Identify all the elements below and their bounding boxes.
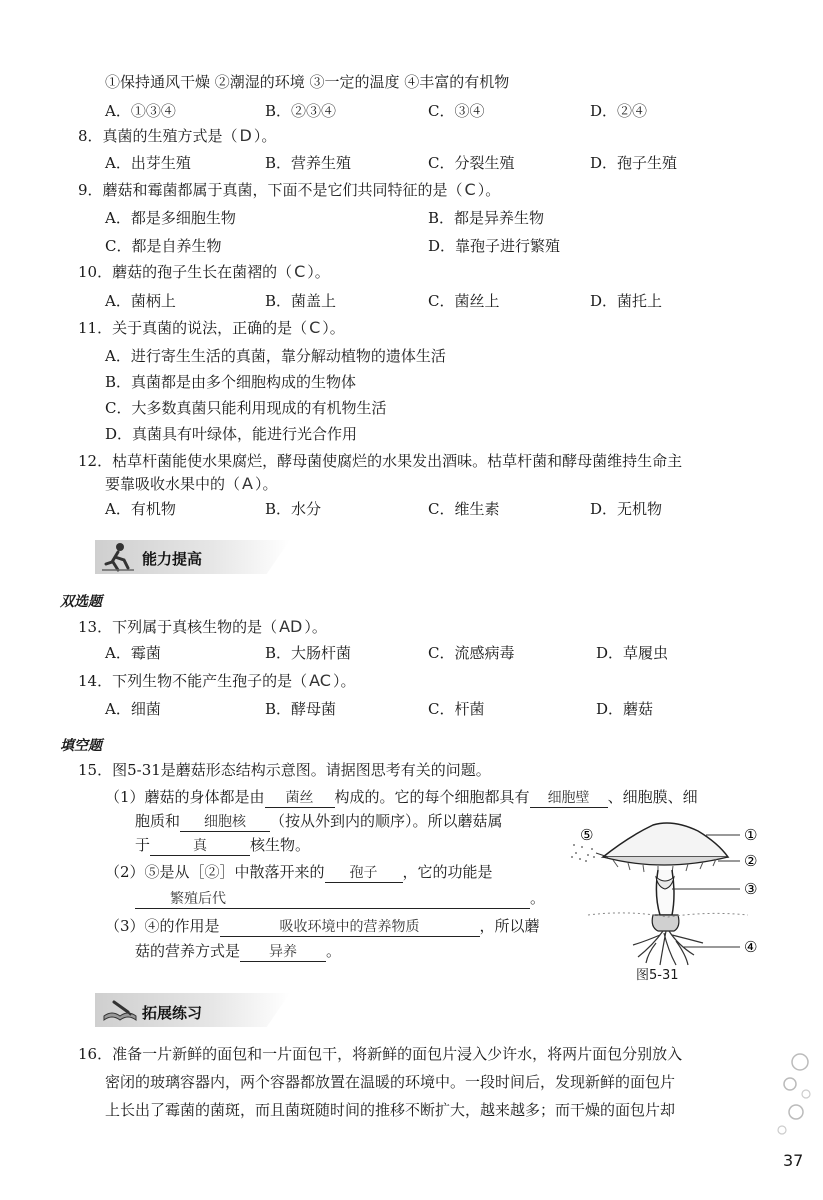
q15-blank-reproduce: 繁殖后代 (135, 890, 530, 909)
q7-option-d: D．②④ (590, 102, 648, 120)
decorative-bubbles (770, 1050, 820, 1140)
q14-option-a: A．细菌 (105, 700, 161, 718)
q15-stem: 15．图5-31是蘑菇形态结构示意图。请据图思考有关的问题。 (78, 761, 491, 779)
q11-option-d: D．真菌具有叶绿体，能进行光合作用 (105, 425, 358, 443)
q14-stem-post: ）。 (332, 672, 356, 690)
q15-p1-text-e: （按从外到内的顺序）。所以蘑菇属 (270, 812, 503, 830)
q11-stem-post: ）。 (322, 319, 345, 337)
q16-line3: 上长出了霉菌的菌斑，而且菌斑随时间的推移不断扩大，越来越多；而干燥的面包片却 (105, 1101, 676, 1119)
section-title-ability: 能力提高 (142, 550, 203, 568)
fig-label-5: ⑤ (580, 826, 594, 844)
mushroom-gills (603, 857, 728, 865)
q11-option-c: C．大多数真菌只能利用现成的有机物生活 (105, 399, 387, 417)
q12-stem-pre: 要靠吸收水果中的（ (105, 475, 241, 493)
q12-stem-line1: 12．枯草杆菌能使水果腐烂，酵母菌使腐烂的水果发出酒味。枯草杆菌和酵母菌维持生命主 (78, 452, 683, 470)
q7-stem: ①保持通风干燥 ②潮湿的环境 ③一定的温度 ④丰富的有机物 (105, 73, 510, 91)
q10-answer: C (294, 262, 306, 281)
q8-option-b: B．营养生殖 (265, 154, 352, 172)
q14-option-d: D．蘑菇 (596, 700, 654, 718)
q12-option-c: C．维生素 (428, 500, 500, 518)
label-fill-blank: 填空题 (60, 738, 102, 754)
q11-answer: C (309, 318, 321, 337)
q14-stem (78, 671, 355, 691)
q15-part2-line1 (105, 862, 493, 883)
q15-blank-eukaryote: 真 (150, 837, 250, 856)
running-person-icon (100, 540, 136, 574)
q16-line1: 16．准备一片新鲜的面包和一片面包干，将新鲜的面包片浸入少许水，将两片面包分别放入 (78, 1045, 683, 1063)
q8-stem-pre: 8．真菌的生殖方式是（ (78, 127, 238, 145)
q10-stem (78, 262, 330, 282)
q9-stem-pre: 9．蘑菇和霉菌都属于真菌，下面不是它们共同特征的是（ (78, 181, 463, 199)
q14-answer: AC (309, 671, 331, 690)
q9-option-d: D．靠孢子进行繁殖 (428, 237, 561, 255)
q10-option-a: A．菌柄上 (105, 292, 176, 310)
q10-option-c: C．菌丝上 (428, 292, 500, 310)
q9-stem-post: ）。 (477, 181, 501, 199)
figure-caption: 图5-31 (636, 968, 679, 983)
mushroom-diagram (568, 815, 778, 975)
mushroom-cap (603, 823, 728, 857)
q14-stem-pre: 14．下列生物不能产生孢子的是（ (78, 672, 308, 690)
q10-option-b: B．菌盖上 (265, 292, 337, 310)
q13-answer: AD (279, 617, 303, 636)
fig-label-2: ② (744, 852, 758, 870)
q8-answer: D (239, 126, 252, 145)
q9-option-c: C．都是自养生物 (105, 237, 222, 255)
q11-stem-pre: 11．关于真菌的说法，正确的是（ (78, 319, 308, 337)
q8-option-d: D．孢子生殖 (590, 154, 678, 172)
q7-option-a: A．①③④ (105, 102, 176, 120)
label-double-choice: 双选题 (60, 594, 102, 610)
q9-stem (78, 180, 500, 200)
q12-stem-line2 (105, 474, 277, 494)
q13-option-b: B．大肠杆菌 (265, 644, 352, 662)
q8-option-c: C．分裂生殖 (428, 154, 515, 172)
q13-option-d: D．草履虫 (596, 644, 669, 662)
q8-stem (78, 126, 276, 146)
q15-blank-hyphae: 菌丝 (265, 789, 335, 808)
mushroom-volva (652, 915, 679, 931)
q9-answer: C (464, 180, 476, 199)
q13-stem (78, 617, 327, 637)
q15-blank-heterotroph: 异养 (240, 943, 326, 962)
q15-p1-text-a: （1）蘑菇的身体都是由 (105, 788, 265, 806)
q12-option-b: B．水分 (265, 500, 322, 518)
q15-p2-text-a: （2）⑤是从［②］中散落开来的 (105, 863, 325, 881)
q10-stem-pre: 10．蘑菇的孢子生长在菌褶的（ (78, 263, 293, 281)
q10-option-d: D．菌托上 (590, 292, 663, 310)
fig-label-3: ③ (744, 880, 758, 898)
q13-stem-post: ）。 (304, 618, 327, 636)
q15-p1-text-f: 于 (135, 836, 151, 854)
q15-blank-absorb: 吸收环境中的营养物质 (220, 918, 480, 937)
q14-option-c: C．杆菌 (428, 700, 485, 718)
q15-p1-text-d: 胞质和 (135, 812, 181, 830)
q16-line2: 密闭的玻璃容器内，两个容器都放置在温暖的环境中。一段时间后，发现新鲜的面包片 (105, 1073, 676, 1091)
q13-stem-pre: 13．下列属于真核生物的是（ (78, 618, 278, 636)
section-title-extend: 拓展练习 (142, 1004, 203, 1022)
fig-label-1: ① (744, 826, 758, 844)
q15-blank-spores: 孢子 (325, 864, 403, 883)
q15-part1-line1 (105, 787, 698, 808)
q15-p3-text-c: 菇的营养方式是 (135, 942, 241, 960)
q14-option-b: B．酵母菌 (265, 700, 337, 718)
mushroom-mycelium (633, 931, 703, 965)
q8-stem-post: ）。 (253, 127, 277, 145)
q8-option-a: A．出芽生殖 (105, 154, 191, 172)
q12-option-d: D．无机物 (590, 500, 663, 518)
spore-dots (571, 844, 595, 862)
q9-option-a: A．都是多细胞生物 (105, 209, 236, 227)
q15-part1-line2 (135, 811, 503, 832)
q15-p1-text-g: 核生物。 (250, 836, 311, 854)
fig-label-4: ④ (744, 938, 758, 956)
q15-blank-cell-wall: 细胞壁 (530, 789, 608, 808)
q12-answer: A (242, 474, 253, 493)
q11-stem (78, 318, 345, 338)
q11-option-b: B．真菌都是由多个细胞构成的生物体 (105, 373, 357, 391)
q13-option-c: C．流感病毒 (428, 644, 515, 662)
q12-stem-post: ）。 (254, 475, 278, 493)
q13-option-a: A．霉菌 (105, 644, 161, 662)
open-book-icon (100, 994, 140, 1026)
q11-option-a: A．进行寄生生活的真菌，靠分解动植物的遗体生活 (105, 347, 446, 365)
q12-option-a: A．有机物 (105, 500, 176, 518)
q15-blank-nucleus: 细胞核 (180, 813, 270, 832)
q15-part3-line2 (135, 941, 341, 962)
q15-p2-text-c: 。 (530, 889, 546, 907)
q7-option-c: C．③④ (428, 102, 485, 120)
q15-p1-text-c: 、细胞膜、细 (607, 788, 698, 806)
q15-p3-text-b: ，所以蘑 (479, 917, 540, 935)
q15-p2-text-b: ，它的功能是 (402, 863, 493, 881)
q7-option-b: B．②③④ (265, 102, 337, 120)
q15-p3-text-d: 。 (326, 942, 342, 960)
q15-part2-line2 (135, 888, 545, 909)
q9-option-b: B．都是异养生物 (428, 209, 545, 227)
q15-part1-line3 (135, 835, 310, 856)
q10-stem-post: ）。 (307, 263, 330, 281)
q15-p1-text-b: 构成的。它的每个细胞都具有 (334, 788, 530, 806)
q15-part3-line1 (105, 916, 540, 937)
page-number: 37 (783, 1151, 804, 1170)
mushroom-stalk (656, 870, 674, 915)
q15-p3-text-a: （3）④的作用是 (105, 917, 220, 935)
